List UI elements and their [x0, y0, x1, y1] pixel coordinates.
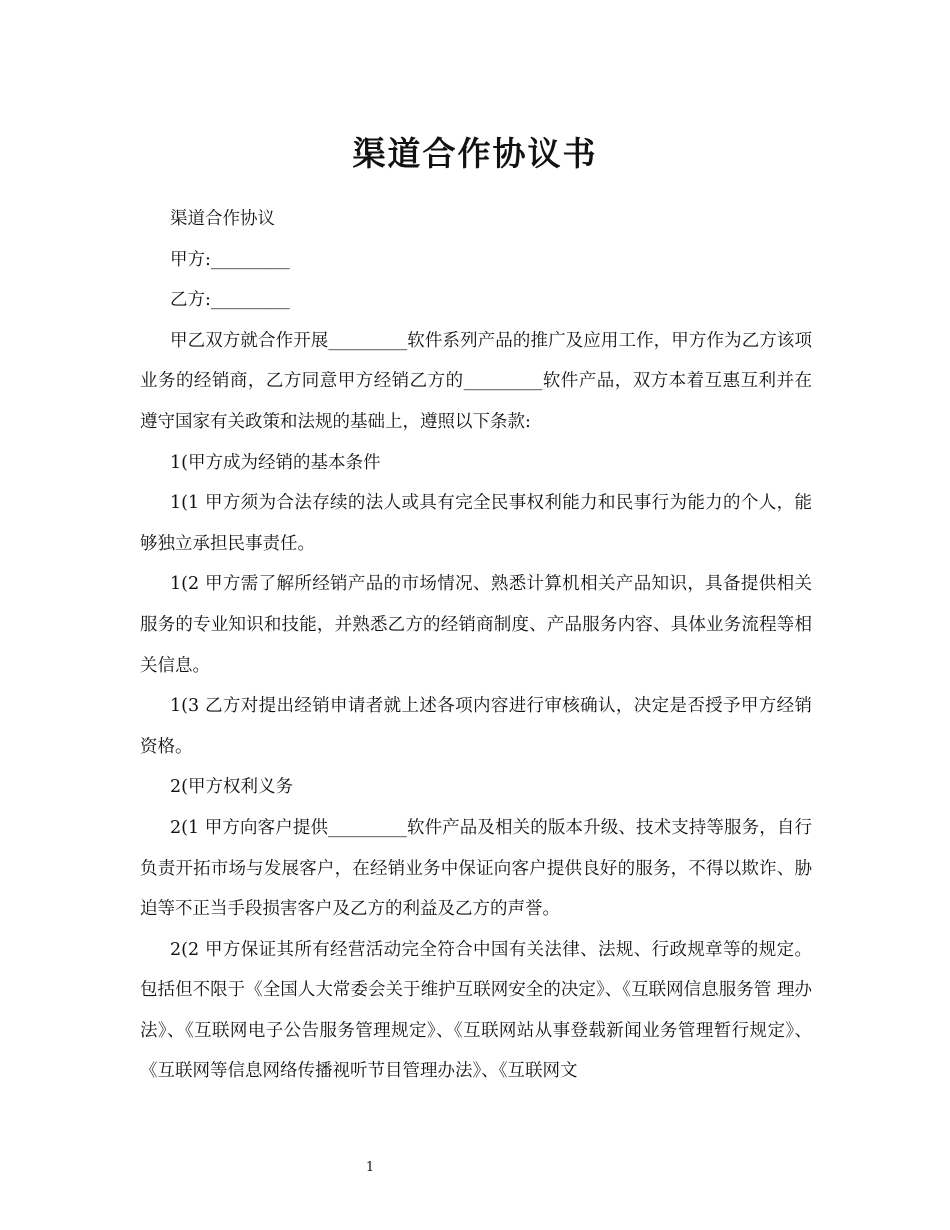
page-number: 1	[365, 1160, 375, 1175]
clause-2-1: 2(1 甲方向客户提供_________软件产品及相关的版本升级、技术支持等服务，自行负责开拓市场与发展客户，在经销业务中保证向客户提供良好的服务，不得以欺诈、胁迫等不正当手段损害客户及乙方的利益及乙方的声誉。	[140, 817, 812, 920]
paragraph-subtitle: 渠道合作协议	[170, 209, 275, 229]
clause-1-1: 1(1 甲方须为合法存续的法人或具有完全民事权利能力和民事行为能力的个人，能够独立承担民事责任。	[140, 493, 812, 554]
clause-1-2: 1(2 甲方需了解所经销产品的市场情况、熟悉计算机相关产品知识，具备提供相关服务的专业知识和技能，并熟悉乙方的经销商制度、产品服务内容、具体业务流程等相关信息。	[140, 574, 812, 676]
document-title: 渠道合作协议书	[352, 134, 598, 173]
clause-2-2: 2(2 甲方保证其所有经营活动完全符合中国有关法律、法规、行政规章等的规定。包括但不限于《全国人大常委会关于维护互联网安全的决定》、《互联网信息服务管 理办法》、《互联网电子公告服务管理规定》、《互联网站从事登载新闻业务管理暂行规定》、《互联网等信息网络传播视听节目管理办法》、《互联网文	[140, 939, 812, 1082]
paragraph-party-b: 乙方:_________	[170, 290, 290, 311]
clause-1-3: 1(3 乙方对提出经销申请者就上述各项内容进行审核确认，决定是否授予甲方经销资格。	[140, 696, 812, 757]
paragraph-party-a: 甲方:_________	[170, 249, 290, 270]
section-heading-1: 1(甲方成为经销的基本条件	[170, 452, 381, 473]
document-body	[140, 199, 812, 1092]
section-heading-2: 2(甲方权利义务	[170, 777, 293, 798]
paragraph-preamble: 甲乙双方就合作开展_________软件系列产品的推广及应用工作，甲方作为乙方该项业务的经销商，乙方同意甲方经销乙方的_________软件产品，双方本着互惠互利并在遵守国家有关政策和法规的基础上，遵照以下条款:	[140, 330, 812, 432]
